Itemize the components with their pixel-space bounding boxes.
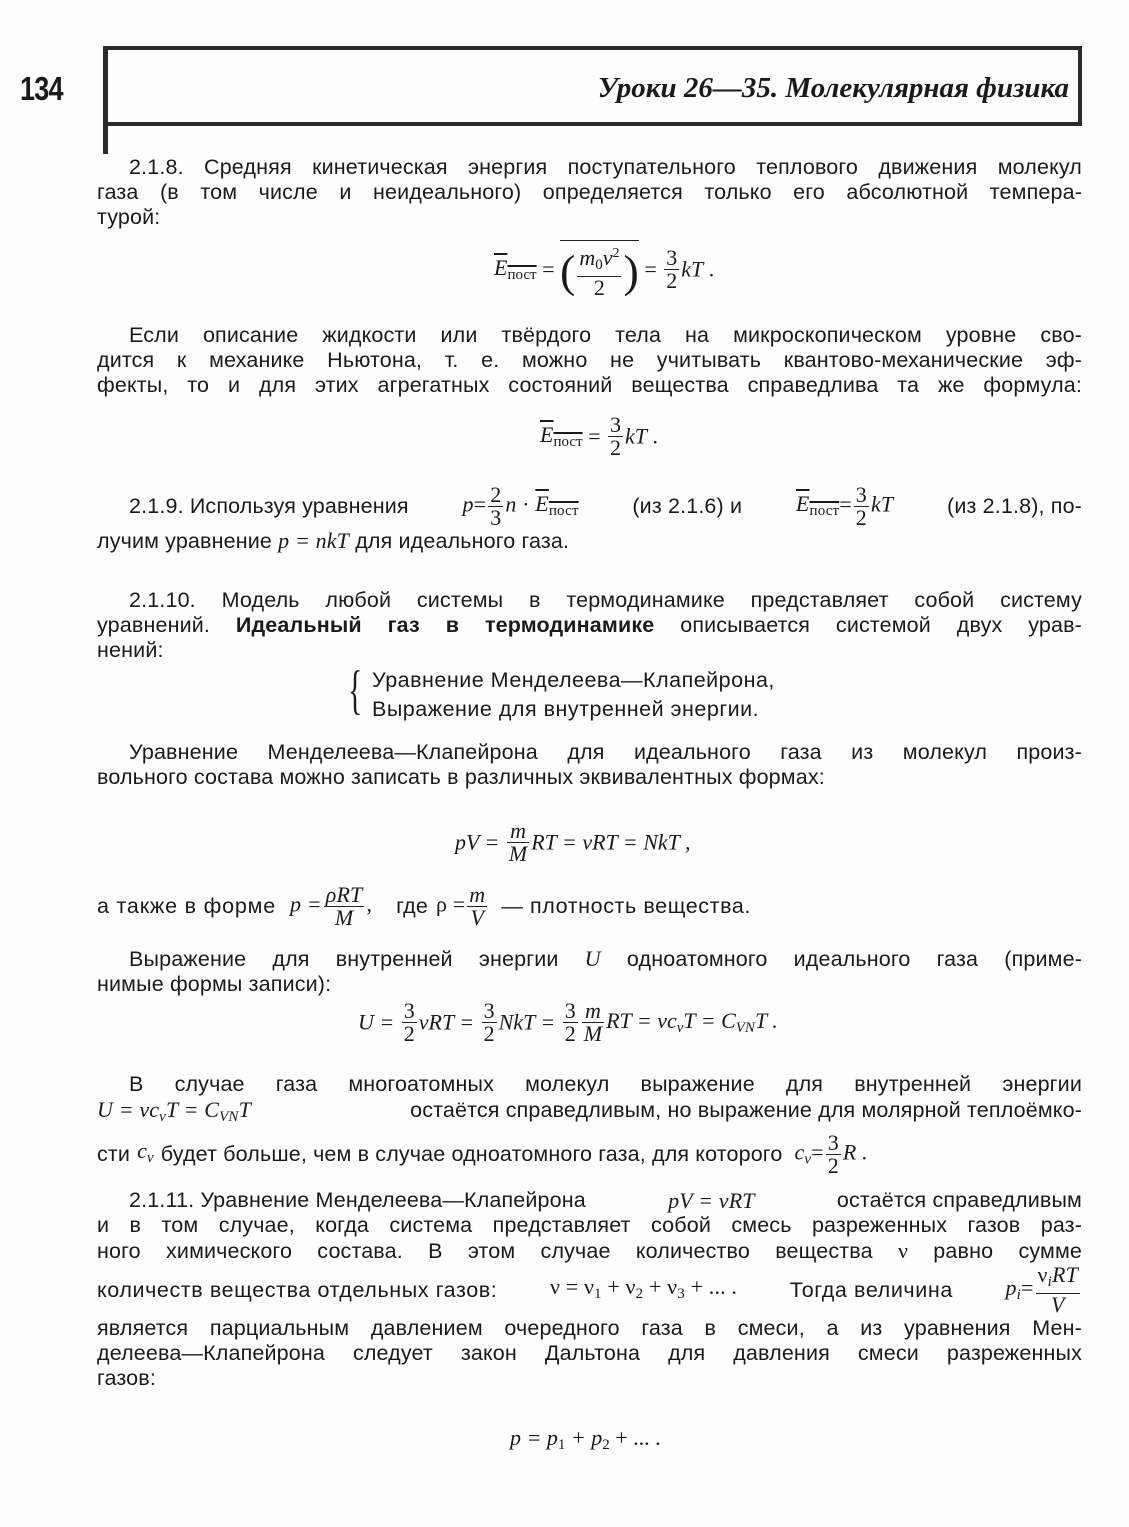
formula-symbol: ν = ν bbox=[549, 1273, 595, 1299]
formula-polyatomic-energy bbox=[97, 1097, 251, 1130]
text-line: и в том случае, когда система представляет собой смесь разреженных газов раз- bbox=[97, 1213, 1082, 1237]
formula-symbol: U = bbox=[358, 1009, 395, 1035]
formula-subscript: 2 bbox=[635, 1285, 644, 1302]
formula-symbol: ρ = bbox=[435, 891, 466, 917]
formula-denominator: 2 bbox=[666, 268, 678, 293]
paragraph-internal-energy bbox=[97, 946, 1082, 997]
formula-symbol: pV = bbox=[455, 829, 500, 855]
formula-power: 2 bbox=[612, 246, 620, 261]
formula-symbol: R . bbox=[842, 1139, 868, 1165]
formula-symbol: v bbox=[602, 245, 613, 270]
text-span: Тогда величина bbox=[789, 1277, 953, 1302]
formula-numerator: 3 bbox=[827, 1130, 839, 1155]
text-span: остаётся справедливым bbox=[836, 1188, 1082, 1212]
text-span: 2.1.11. Уравнение Менделеева—Клапейрона bbox=[129, 1188, 586, 1212]
text-line: 2.1.10. Модель любой системы в термодинамике представляет собой систему bbox=[129, 588, 1082, 612]
formula-symbol: + p bbox=[565, 1425, 603, 1450]
formula-symbol: RT = νRT = NkT , bbox=[531, 829, 691, 855]
bold-term: Идеальный газ в термодинамике bbox=[235, 613, 655, 637]
formula-symbol: U = νc bbox=[97, 1097, 160, 1122]
text-span: уравнений. bbox=[97, 613, 211, 637]
formula-symbol: m bbox=[579, 245, 596, 270]
formula-denominator: 2 bbox=[564, 1021, 576, 1046]
page-number: 134 bbox=[20, 70, 63, 107]
formula-internal-energy bbox=[358, 1000, 778, 1045]
formula-numerator: m bbox=[582, 1000, 604, 1023]
formula-punctuation: , bbox=[366, 891, 373, 917]
formula-dalton-law bbox=[510, 1425, 661, 1454]
formula-energy-solids: $E_{пост}$ = $\frac{3}{2}$ kT . bbox=[540, 412, 658, 460]
formula-symbol: p bbox=[462, 491, 474, 517]
formula-subscript: v bbox=[159, 1109, 166, 1125]
formula-denominator: V bbox=[470, 904, 485, 930]
text-span: 2.1.9. Используя уравнения bbox=[129, 493, 409, 518]
formula-mean-kinetic-energy: $E_{пост}$ = ( $\frac{m_0v^2}{2}$ ) = $\frac{3}{2}$ kT . bbox=[494, 240, 714, 310]
paragraph-2-1-8 bbox=[97, 155, 1082, 230]
formula-denominator: 2 bbox=[610, 435, 621, 460]
text-line: Если описание жидкости или твёрдого тела на микроскопическом уровне сво- bbox=[129, 323, 1082, 347]
text-line bbox=[97, 946, 1082, 972]
formula-symbol: kT bbox=[681, 256, 704, 282]
formula-symbol: + ν bbox=[601, 1273, 636, 1299]
formula-subscript: 2 bbox=[602, 1437, 610, 1453]
formula-symbol: p bbox=[1005, 1275, 1017, 1301]
text-line: делеева—Клапейрона следует закон Дальтона для давления смеси разреженных bbox=[97, 1341, 1082, 1365]
formula-numerator: 3 bbox=[855, 481, 867, 507]
formula-subscript: i bbox=[1047, 1274, 1052, 1290]
formula-numerator: ρRT bbox=[325, 881, 363, 907]
formula-subscript: 1 bbox=[557, 1437, 566, 1453]
text-span: лучим уравнение bbox=[97, 529, 273, 553]
formula-numerator: 2 bbox=[490, 481, 502, 507]
formula-symbol: ν bbox=[1037, 1262, 1048, 1287]
text-line: газов: bbox=[97, 1366, 156, 1390]
running-title: Уроки 26—35. Молекулярная физика bbox=[597, 72, 1069, 104]
text-span: (из 2.1.6) и bbox=[632, 493, 743, 518]
text-span: где bbox=[396, 893, 428, 918]
text-span: ного химического состава. В этом случае количество вещества bbox=[97, 1239, 873, 1263]
text-span: Выражение для внутренней энергии bbox=[129, 947, 559, 971]
paragraph-2-1-11 bbox=[97, 1188, 1082, 1391]
formula-subscript: 0 bbox=[595, 257, 603, 273]
formula-denominator: M bbox=[334, 904, 354, 930]
formula-mendeleev-clapeyron bbox=[455, 820, 691, 865]
formula-subscript: пост bbox=[809, 503, 840, 520]
formula-symbol: = bbox=[1020, 1275, 1034, 1301]
formula-subscript: пост bbox=[553, 434, 583, 450]
formula-ideal-gas: p = nkT bbox=[278, 528, 350, 553]
formula-subscript: VN bbox=[735, 1020, 755, 1036]
text-span: остаётся справедливым, но выражение для молярной теплоёмко- bbox=[410, 1098, 1082, 1122]
formula-amount-sum bbox=[550, 1274, 737, 1307]
formula-numerator: m bbox=[469, 881, 486, 907]
formula-partial-pressure bbox=[1006, 1264, 1082, 1316]
formula-numerator: m bbox=[507, 820, 529, 843]
text-span: а также в форме bbox=[97, 893, 276, 918]
text-line: дится к механике Ньютона, т. е. можно не учитывать квантово-механические эф- bbox=[97, 348, 1082, 372]
formula-monoatomic-cv bbox=[794, 1132, 867, 1177]
formula-subscript: v bbox=[676, 1020, 684, 1036]
formula-symbol: T . bbox=[754, 1008, 778, 1033]
formula-symbol: νRT = bbox=[418, 1009, 475, 1035]
formula-symbol: U bbox=[584, 946, 601, 971]
formula-pressure-energy: p= $\frac{2}{3}$ $n \cdot E_{пост}$ bbox=[462, 481, 579, 530]
formula-numerator: 3 bbox=[403, 998, 415, 1023]
formula-symbol: = bbox=[811, 1139, 824, 1165]
formula-subscript: v bbox=[804, 1151, 812, 1168]
formula-symbol: RT = νc bbox=[606, 1008, 677, 1033]
formula-symbol: E bbox=[494, 255, 508, 280]
formula-energy-temperature: $E_{пост}=$ $\frac{3}{2}$ kT bbox=[795, 481, 894, 530]
formula-symbol: T bbox=[238, 1097, 251, 1122]
formula-symbol: p = p bbox=[510, 1425, 558, 1450]
formula-subscript: v bbox=[146, 1150, 154, 1166]
paragraph-2-1-9 bbox=[97, 481, 1082, 553]
formula-symbol: E bbox=[535, 491, 549, 517]
text-line: является парциальным давлением очередного газа в смеси, а из уравнения Мен- bbox=[97, 1316, 1082, 1340]
text-span: будет больше, чем в случае одноатомного газа, для которого bbox=[160, 1142, 783, 1166]
formula-symbol: kT bbox=[625, 423, 647, 449]
formula-denominator: M bbox=[508, 841, 528, 866]
formula-symbol: c bbox=[794, 1139, 805, 1165]
text-line: газа (в том числе и неидеального) определяется только его абсолютной темпера- bbox=[97, 180, 1082, 204]
text-line: 2.1.8. Средняя кинетическая энергия поступательного теплового движения молекул bbox=[129, 155, 1082, 179]
formula-symbol: p = bbox=[289, 891, 322, 917]
text-line: Уравнение Менделеева—Клапейрона для идеального газа из молекул произ- bbox=[129, 740, 1082, 764]
formula-symbol: n bbox=[505, 491, 517, 517]
formula-denominator: 3 bbox=[490, 504, 502, 530]
paragraph-2-1-10 bbox=[97, 588, 1082, 663]
formula-density-pressure bbox=[289, 881, 373, 930]
formula-subscript: 3 bbox=[677, 1285, 685, 1302]
formula-symbol: T = C bbox=[683, 1008, 736, 1033]
text-span: (из 2.1.8), по- bbox=[947, 493, 1082, 518]
formula-symbol: + ... . bbox=[684, 1273, 738, 1299]
paragraph-mendeleev-forms bbox=[97, 740, 1082, 790]
formula-numerator: 3 bbox=[666, 245, 678, 270]
formula-numerator: 3 bbox=[483, 998, 495, 1023]
formula-punctuation: . bbox=[652, 423, 658, 449]
text-line: нимые формы записи): bbox=[97, 972, 332, 996]
text-line: нений: bbox=[97, 638, 164, 662]
formula-denominator: 2 bbox=[403, 1021, 415, 1046]
text-line bbox=[97, 1238, 1082, 1264]
formula-symbol: + ... . bbox=[609, 1425, 661, 1450]
system-brace: { bbox=[348, 660, 363, 720]
text-line: вольного состава можно записать в различных эквивалентных формах: bbox=[97, 765, 825, 789]
text-line: В случае газа многоатомных молекул выражение для внутренней энергии bbox=[129, 1072, 1082, 1096]
formula-mendeleev-mix: pV = νRT bbox=[668, 1188, 755, 1213]
formula-subscript: 1 bbox=[594, 1285, 602, 1302]
formula-denominator: 2 bbox=[483, 1021, 495, 1046]
text-span: сти bbox=[97, 1142, 131, 1166]
text-span: количеств вещества отдельных газов: bbox=[97, 1277, 498, 1302]
text-span: одноатомного идеального газа (приме- bbox=[626, 947, 1083, 971]
formula-symbol: E bbox=[795, 491, 810, 517]
paragraph-polyatomic bbox=[97, 1072, 1082, 1178]
formula-symbol: T = C bbox=[165, 1097, 220, 1122]
formula-denominator: M bbox=[583, 1021, 603, 1046]
text-line: фекты, то и для этих агрегатных состояний вещества справедлива та же формула: bbox=[97, 373, 1082, 397]
formula-subscript: VN bbox=[219, 1109, 239, 1125]
text-span: для идеального газа. bbox=[355, 529, 570, 553]
system-item: Выражение для внутренней энергии. bbox=[372, 697, 760, 721]
text-line: турой: bbox=[97, 205, 161, 229]
formula-symbol: ν bbox=[897, 1238, 909, 1263]
formula-symbol: NkT = bbox=[498, 1009, 556, 1035]
formula-symbol: + ν bbox=[643, 1273, 678, 1299]
formula-denominator: 2 bbox=[855, 504, 867, 530]
formula-symbol: RT bbox=[1051, 1262, 1078, 1287]
formula-punctuation: . bbox=[708, 256, 715, 282]
text-span: равно сумме bbox=[933, 1239, 1082, 1263]
paragraph-solids-liquids bbox=[97, 323, 1082, 398]
system-item: Уравнение Менделеева—Клапейрона, bbox=[372, 668, 775, 692]
header-rule bbox=[103, 126, 108, 154]
formula-symbol: kT bbox=[870, 491, 894, 517]
formula-symbol: c bbox=[137, 1138, 147, 1163]
formula-numerator: 3 bbox=[564, 998, 576, 1023]
formula-symbol: E bbox=[540, 422, 554, 447]
formula-denominator: 2 bbox=[593, 275, 605, 300]
formula-subscript: i bbox=[1016, 1287, 1021, 1304]
paragraph-density-form bbox=[97, 880, 1082, 935]
formula-denominator: 2 bbox=[827, 1153, 839, 1178]
text-span: — плотность вещества. bbox=[501, 893, 752, 918]
formula-density bbox=[435, 881, 489, 930]
formula-numerator: 3 bbox=[610, 412, 621, 437]
text-line bbox=[97, 613, 1082, 638]
formula-denominator: V bbox=[1050, 1292, 1065, 1317]
formula-subscript: пост bbox=[548, 503, 579, 520]
text-span: описывается системой двух урав- bbox=[680, 613, 1082, 637]
formula-subscript: пост bbox=[507, 267, 537, 283]
